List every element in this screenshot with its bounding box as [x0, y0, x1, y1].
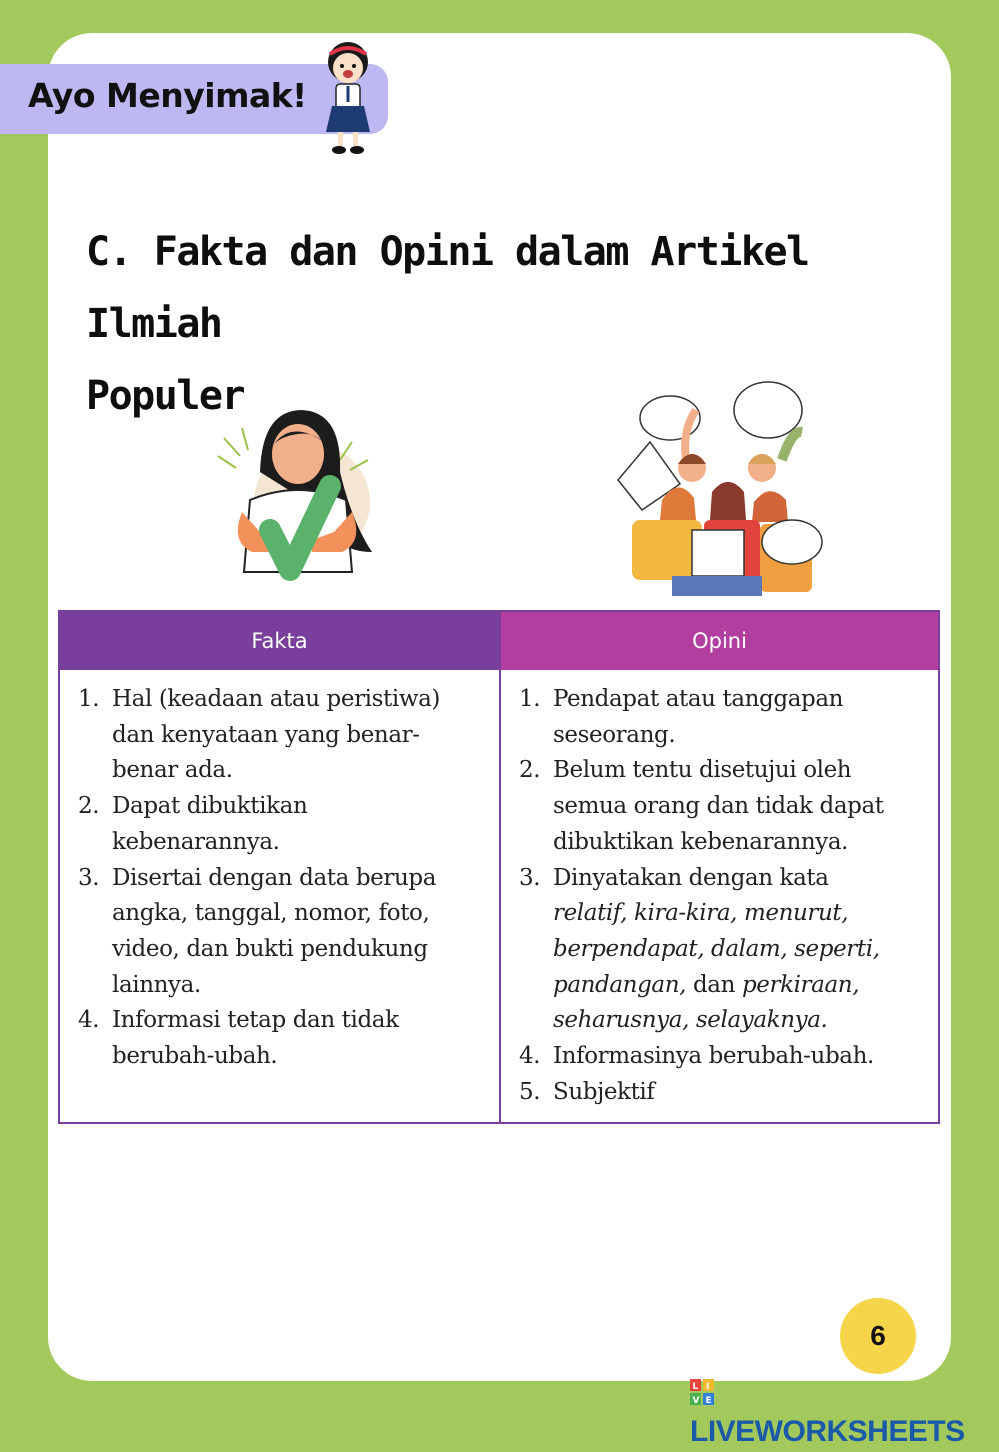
fact-opinion-table	[58, 610, 940, 1124]
page-number-badge: 6	[840, 1298, 916, 1374]
opini-item-1: 1. Pendapat atau tanggapan seseorang.	[519, 686, 844, 748]
svg-text:I: I	[706, 1382, 709, 1392]
brand-name: LIVEWORKSHEETS	[690, 1415, 965, 1448]
svg-text:E: E	[705, 1396, 712, 1405]
student-girl-illustration	[318, 40, 378, 158]
title-line-1: C. Fakta dan Opini dalam Artikel Ilmiah	[86, 229, 809, 347]
fakta-item-2: 2. Dapat dibuktikan kebenarannya.	[78, 793, 308, 855]
banner-label: Ayo Menyimak!	[28, 76, 307, 115]
svg-text:V: V	[692, 1396, 699, 1405]
opini-list	[501, 682, 938, 1110]
opinion-crowd-illustration	[612, 380, 830, 598]
opini-item-4: 4. Informasinya berubah-ubah.	[519, 1043, 874, 1070]
fakta-header: Fakta	[60, 612, 499, 670]
fakta-column	[60, 612, 501, 1122]
fact-checkmark-illustration	[212, 402, 382, 594]
liveworksheets-logo	[690, 1372, 990, 1448]
opini-header: Opini	[501, 612, 938, 670]
fakta-item-3: 3. Disertai dengan data berupa angka, tanggal, nomor, foto, video, dan bukti pendukung lainnya.	[78, 864, 437, 998]
fakta-item-1: 1. Hal (keadaan atau peristiwa) dan kenyataan yang benar- benar ada.	[78, 686, 440, 784]
fakta-item-4: 4. Informasi tetap dan tidak berubah-ubah.	[78, 1007, 399, 1070]
opini-column	[501, 612, 938, 1122]
svg-text:L: L	[692, 1382, 698, 1392]
opini-item-5: 5. Subjektif	[519, 1078, 655, 1105]
opini-item-3: 3. Dinyatakan dengan kata relatif, kira-kira, menurut, berpendapat, dalam, seperti, pandangan, dan perkiraan, seharusnya, selayaknya.	[519, 864, 880, 1034]
fakta-list	[60, 682, 499, 1075]
title-line-2: Populer	[86, 373, 245, 419]
opini-item-2: 2. Belum tentu disetujui oleh semua orang dan tidak dapat dibuktikan kebenarannya.	[519, 757, 884, 855]
liveworksheets-logo-icon	[690, 1379, 714, 1405]
